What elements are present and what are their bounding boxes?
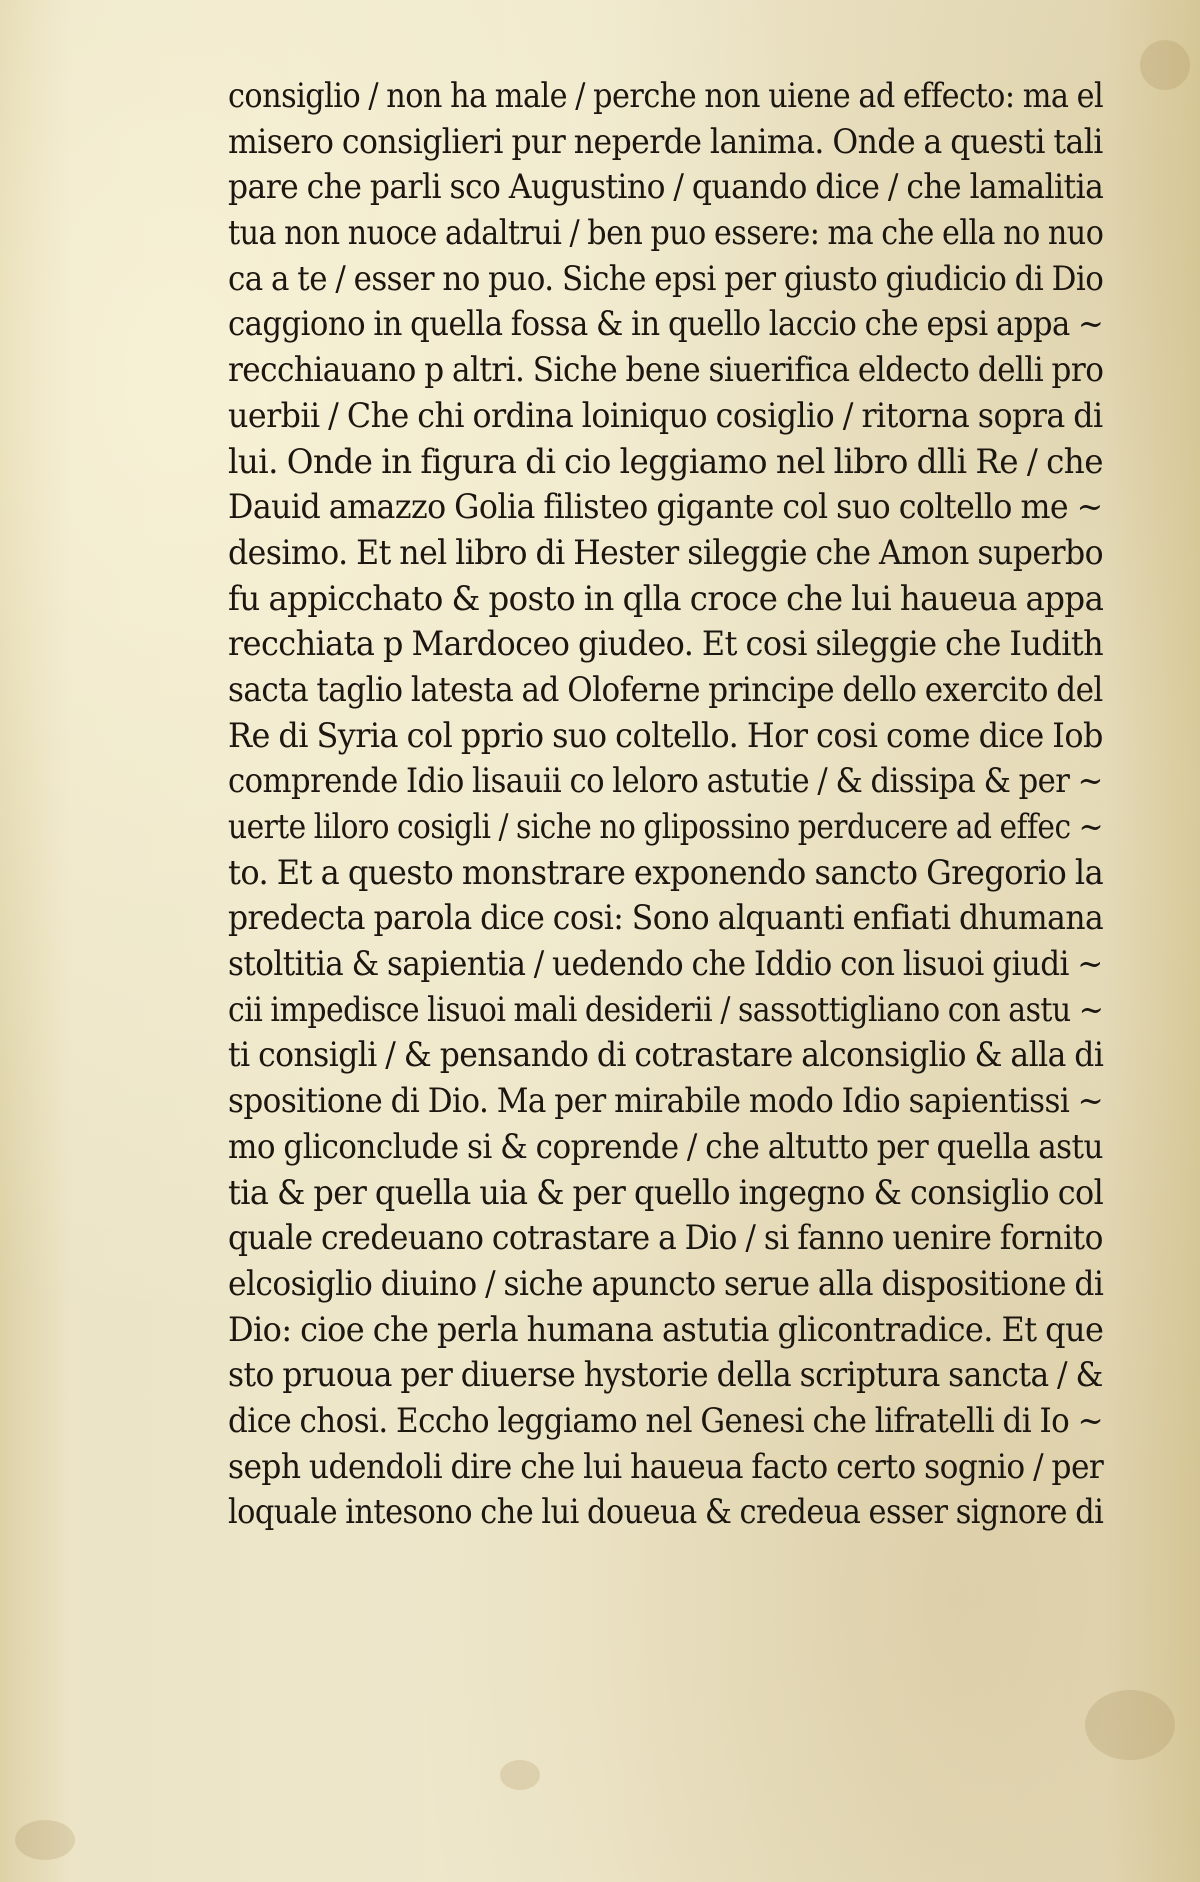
text-line: ti consigli / & pensando di cotrastare alconsiglio & alla di <box>228 1035 1104 1076</box>
text-line: loquale intesono che lui doueua & credeua esser signore di <box>228 1492 1104 1533</box>
text-line: Dauid amazzo Golia filisteo gigante col suo coltello me ~ <box>228 487 1103 528</box>
text-line: comprende Idio lisauii co leloro astutie / & dissipa & per ~ <box>228 761 1103 802</box>
text-line: sto pruoua per diuerse hystorie della scriptura sancta / & <box>228 1355 1103 1396</box>
text-line: fu appicchato & posto in qlla croce che lui haueua appa <box>228 578 1104 619</box>
paper-stain <box>1140 40 1190 90</box>
text-line: to. Et a questo monstrare exponendo sancto Gregorio la <box>228 852 1104 893</box>
text-line: dice chosi. Eccho leggiamo nel Genesi che lifratelli di Io ~ <box>228 1400 1103 1441</box>
text-line: sacta taglio latesta ad Oloferne principe dello exercito del <box>228 669 1103 710</box>
text-line: stoltitia & sapientia / uedendo che Iddio con lisuoi giudi ~ <box>228 944 1103 985</box>
text-line: elcosiglio diuino / siche apuncto serue alla dispositione di <box>228 1263 1104 1304</box>
paper-stain <box>500 1760 540 1790</box>
text-line: quale credeuano cotrastare a Dio / si fanno uenire fornito <box>228 1218 1103 1259</box>
text-line: misero consiglieri pur neperde lanima. Onde a questi tali <box>228 121 1103 162</box>
text-line: seph udendoli dire che lui haueua facto certo sognio / per <box>228 1446 1104 1487</box>
body-text <box>228 74 1104 1536</box>
text-line: tua non nuoce adaltrui / ben puo essere: ma che ella no nuo <box>228 213 1104 254</box>
text-line: caggiono in quella fossa & in quello laccio che epsi appa ~ <box>228 304 1104 345</box>
text-line: Re di Syria col pprio suo coltello. Hor cosi come dice Iob <box>228 715 1103 756</box>
text-line: desimo. Et nel libro di Hester sileggie che Amon superbo <box>228 532 1104 573</box>
text-line: uerbii / Che chi ordina loiniquo cosiglio / ritorna sopra di <box>228 395 1103 436</box>
text-line: mo gliconclude si & coprende / che altutto per quella astu <box>228 1126 1103 1167</box>
paper-stain <box>1085 1690 1175 1760</box>
text-line: predecta parola dice cosi: Sono alquanti enfiati dhumana <box>228 898 1104 939</box>
text-line: cii impedisce lisuoi mali desiderii / sassottigliano con astu ~ <box>228 989 1104 1030</box>
text-line: Dio: cioe che perla humana astutia glicontradice. Et que <box>228 1309 1104 1350</box>
text-line: pare che parli sco Augustino / quando dice / che lamalitia <box>228 167 1104 208</box>
text-line: spositione di Dio. Ma per mirabile modo Idio sapientissi ~ <box>228 1081 1104 1122</box>
text-line: recchiata p Mardoceo giudeo. Et cosi sileggie che Iudith <box>228 624 1104 665</box>
paper-stain <box>15 1820 75 1860</box>
text-line: recchiauano p altri. Siche bene siuerifica eldecto delli pro <box>228 350 1104 391</box>
text-line: ca a te / esser no puo. Siche epsi per giusto giudicio di Dio <box>228 258 1104 299</box>
text-line: tia & per quella uia & per quello ingegno & consiglio col <box>228 1172 1104 1213</box>
text-line: lui. Onde in figura di cio leggiamo nel libro dlli Re / che <box>228 441 1103 482</box>
text-line: consiglio / non ha male / perche non uiene ad effecto: ma el <box>228 76 1104 116</box>
text-line: uerte liloro cosigli / siche no glipossino perducere ad effec ~ <box>228 807 1103 847</box>
